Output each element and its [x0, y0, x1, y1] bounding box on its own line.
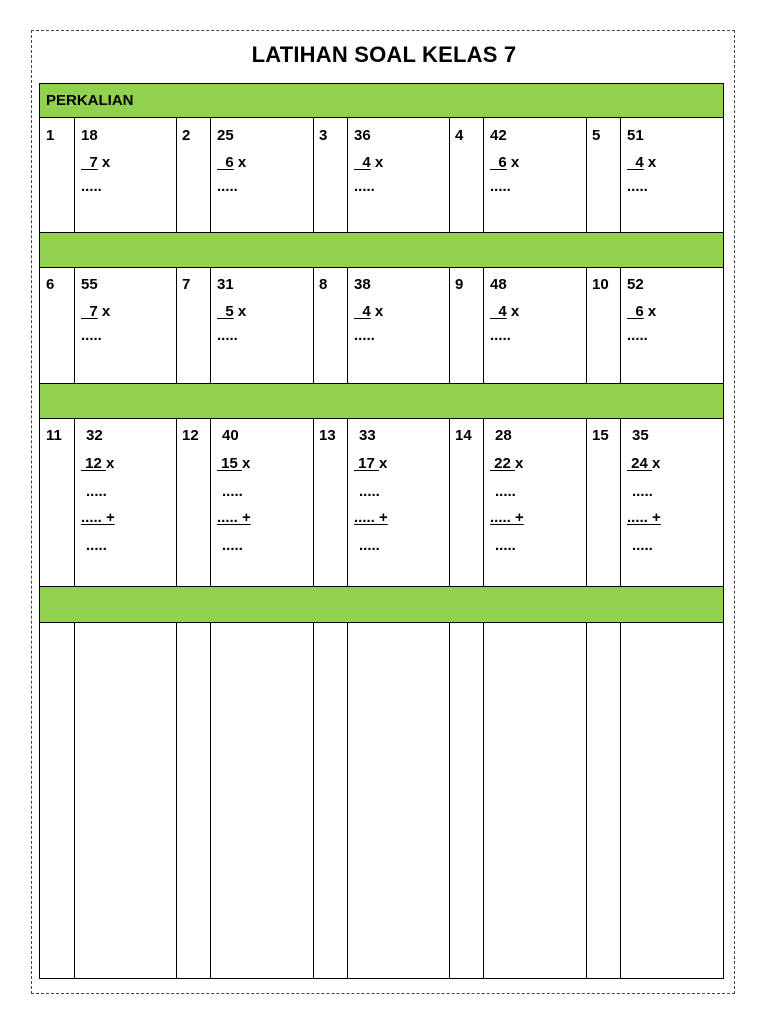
- multiplicand: 33: [359, 427, 376, 444]
- result-blank: .....: [354, 327, 375, 344]
- multiplier-line: [627, 155, 656, 170]
- number-divider: [347, 118, 348, 232]
- column-divider: [176, 118, 177, 232]
- number-divider: [620, 118, 621, 232]
- number-divider: [74, 118, 75, 232]
- column-divider: [313, 418, 314, 586]
- result-blank: .....: [490, 178, 511, 195]
- multiplicand: 31: [217, 276, 234, 293]
- multiplier-line: [490, 456, 523, 471]
- problem-number: 10: [592, 276, 609, 293]
- result-blank: .....: [627, 178, 648, 195]
- partial-product-blank: .....: [222, 483, 243, 500]
- multiplier: 5: [217, 303, 234, 320]
- operator: x: [506, 154, 520, 171]
- operator: x: [242, 455, 251, 472]
- number-divider: [74, 267, 75, 383]
- multiplier: 4: [490, 303, 507, 320]
- problem-number: 6: [46, 276, 55, 293]
- problem-number: 5: [592, 127, 601, 144]
- section-header-band: [40, 83, 723, 118]
- result-blank: .....: [86, 537, 107, 554]
- multiplier-line: [354, 456, 387, 471]
- multiplier-line: [81, 155, 110, 170]
- multiplier-line: [354, 304, 383, 319]
- separator-band: [40, 383, 723, 419]
- partial-product-blank: .....: [359, 483, 380, 500]
- problem-number: 12: [182, 427, 199, 444]
- multiplier: 4: [354, 303, 371, 320]
- worksheet-grid: [39, 83, 724, 979]
- multiplicand: 51: [627, 127, 644, 144]
- multiplicand: 55: [81, 276, 98, 293]
- multiplier: 4: [354, 154, 371, 171]
- column-divider: [313, 267, 314, 383]
- column-divider: [176, 622, 177, 978]
- multiplicand: 25: [217, 127, 234, 144]
- column-divider: [313, 622, 314, 978]
- result-blank: .....: [627, 327, 648, 344]
- multiplier: 24: [627, 455, 653, 472]
- multiplicand: 28: [495, 427, 512, 444]
- section-label: PERKALIAN: [46, 92, 134, 109]
- column-divider: [586, 118, 587, 232]
- multiplier-line: [217, 155, 246, 170]
- separator-band: [40, 232, 723, 268]
- number-divider: [620, 267, 621, 383]
- result-blank: .....: [495, 537, 516, 554]
- problem-number: 15: [592, 427, 609, 444]
- column-divider: [449, 622, 450, 978]
- operator: x: [233, 303, 247, 320]
- number-divider: [210, 118, 211, 232]
- operator: x: [106, 455, 115, 472]
- number-divider: [483, 118, 484, 232]
- operator: x: [97, 154, 111, 171]
- problem-number: 4: [455, 127, 464, 144]
- multiplicand: 32: [86, 427, 103, 444]
- multiplier: 6: [627, 303, 644, 320]
- number-divider: [483, 418, 484, 586]
- multiplier-line: [217, 304, 246, 319]
- multiplicand: 40: [222, 427, 239, 444]
- multiplicand: 18: [81, 127, 98, 144]
- operator: x: [97, 303, 111, 320]
- number-divider: [620, 622, 621, 978]
- multiplicand: 35: [632, 427, 649, 444]
- column-divider: [586, 622, 587, 978]
- multiplier: 6: [490, 154, 507, 171]
- operator: x: [515, 455, 524, 472]
- number-divider: [74, 622, 75, 978]
- number-divider: [483, 622, 484, 978]
- multiplier: 22: [490, 455, 516, 472]
- multiplier: 17: [354, 455, 380, 472]
- multiplier-line: [490, 304, 519, 319]
- page-title: LATIHAN SOAL KELAS 7: [251, 42, 517, 67]
- multiplier-line: [627, 456, 660, 471]
- partial-product-sum-line: ..... +: [217, 509, 251, 526]
- problem-number: 1: [46, 127, 55, 144]
- number-divider: [483, 267, 484, 383]
- multiplicand: 42: [490, 127, 507, 144]
- number-divider: [347, 622, 348, 978]
- problem-number: 9: [455, 276, 464, 293]
- number-divider: [347, 418, 348, 586]
- multiplier-line: [81, 304, 110, 319]
- operator: x: [370, 303, 384, 320]
- column-divider: [176, 267, 177, 383]
- multiplier-line: [81, 456, 114, 471]
- multiplier-line: [354, 155, 383, 170]
- operator: x: [506, 303, 520, 320]
- operator: x: [379, 455, 388, 472]
- result-blank: .....: [217, 178, 238, 195]
- multiplicand: 38: [354, 276, 371, 293]
- multiplier: 15: [217, 455, 243, 472]
- operator: x: [643, 154, 657, 171]
- result-blank: .....: [354, 178, 375, 195]
- multiplicand: 52: [627, 276, 644, 293]
- problem-number: 13: [319, 427, 336, 444]
- partial-product-blank: .....: [86, 483, 107, 500]
- multiplier: 7: [81, 154, 98, 171]
- operator: x: [370, 154, 384, 171]
- number-divider: [210, 622, 211, 978]
- operator: x: [233, 154, 247, 171]
- multiplier: 12: [81, 455, 107, 472]
- problem-number: 11: [46, 427, 62, 444]
- result-blank: .....: [632, 537, 653, 554]
- problem-number: 3: [319, 127, 328, 144]
- partial-product-sum-line: ..... +: [354, 509, 388, 526]
- problem-number: 7: [182, 276, 191, 293]
- problem-number: 8: [319, 276, 328, 293]
- result-blank: .....: [222, 537, 243, 554]
- result-blank: .....: [359, 537, 380, 554]
- operator: x: [652, 455, 661, 472]
- multiplicand: 36: [354, 127, 371, 144]
- multiplier: 6: [217, 154, 234, 171]
- multiplier-line: [627, 304, 656, 319]
- problem-number: 2: [182, 127, 191, 144]
- result-blank: .....: [217, 327, 238, 344]
- column-divider: [449, 118, 450, 232]
- partial-product-sum-line: ..... +: [627, 509, 661, 526]
- result-blank: .....: [81, 178, 102, 195]
- multiplicand: 48: [490, 276, 507, 293]
- column-divider: [449, 267, 450, 383]
- number-divider: [347, 267, 348, 383]
- multiplier: 7: [81, 303, 98, 320]
- column-divider: [176, 418, 177, 586]
- multiplier-line: [217, 456, 250, 471]
- column-divider: [313, 118, 314, 232]
- number-divider: [74, 418, 75, 586]
- problem-number: 14: [455, 427, 472, 444]
- partial-product-blank: .....: [495, 483, 516, 500]
- operator: x: [643, 303, 657, 320]
- partial-product-blank: .....: [632, 483, 653, 500]
- partial-product-sum-line: ..... +: [81, 509, 115, 526]
- separator-band: [40, 586, 723, 623]
- multiplier-line: [490, 155, 519, 170]
- number-divider: [210, 267, 211, 383]
- partial-product-sum-line: ..... +: [490, 509, 524, 526]
- column-divider: [449, 418, 450, 586]
- result-blank: .....: [490, 327, 511, 344]
- column-divider: [586, 267, 587, 383]
- multiplier: 4: [627, 154, 644, 171]
- result-blank: .....: [81, 327, 102, 344]
- column-divider: [586, 418, 587, 586]
- number-divider: [210, 418, 211, 586]
- number-divider: [620, 418, 621, 586]
